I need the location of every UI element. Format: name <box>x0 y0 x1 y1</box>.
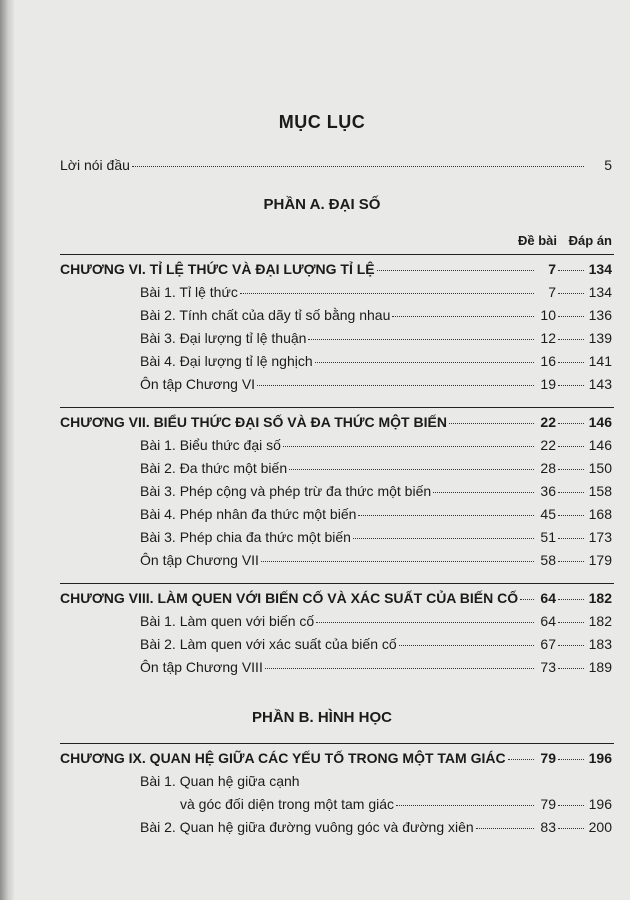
toc-entry-preface[interactable] <box>60 157 612 173</box>
answer-page: 146 <box>588 414 612 430</box>
toc-lesson[interactable] <box>140 636 612 652</box>
toc-lesson[interactable] <box>140 460 612 476</box>
exercise-page: 16 <box>540 353 556 369</box>
toc-lesson[interactable] <box>180 796 612 812</box>
chapter-title: CHƯƠNG IX. QUAN HỆ GIỮA CÁC YẾU TỐ TRONG MỘT TAM GIÁC <box>60 750 506 766</box>
dot-leader <box>315 362 534 363</box>
exercise-page: 51 <box>540 529 556 545</box>
dot-leader <box>316 622 534 623</box>
lesson-title: Ôn tập Chương VIII <box>140 659 263 675</box>
toc-lesson[interactable] <box>140 353 612 369</box>
dot-leader <box>433 492 534 493</box>
toc-lesson[interactable] <box>140 483 612 499</box>
answer-page: 168 <box>588 506 612 522</box>
dot-leader <box>396 805 534 806</box>
exercise-page: 79 <box>540 796 556 812</box>
dot-leader <box>558 423 584 424</box>
dot-leader <box>558 599 584 600</box>
exercise-page: 45 <box>540 506 556 522</box>
answer-column-header: Đáp án <box>568 233 612 248</box>
dot-leader <box>558 515 584 516</box>
answer-page: 141 <box>588 353 612 369</box>
page-title: MỤC LỤC <box>278 112 366 132</box>
chapter-divider <box>60 583 614 584</box>
dot-leader <box>558 805 584 806</box>
dot-leader <box>265 668 534 669</box>
dot-leader <box>558 668 584 669</box>
dot-leader <box>308 339 534 340</box>
answer-page: 173 <box>588 529 612 545</box>
exercise-page: 10 <box>540 307 556 323</box>
dot-leader <box>558 446 584 447</box>
toc-lesson[interactable] <box>140 552 612 568</box>
answer-page: 150 <box>588 460 612 476</box>
dot-leader <box>558 828 584 829</box>
answer-page: 196 <box>588 750 612 766</box>
lesson-title: Bài 2. Làm quen với xác suất của biến cố <box>140 636 397 652</box>
exercise-page: 83 <box>540 819 556 835</box>
lesson-title: Bài 1. Tỉ lệ thức <box>140 284 238 300</box>
lesson-title-line1[interactable]: Bài 1. Quan hệ giữa cạnh <box>140 773 300 789</box>
lesson-title: Bài 2. Quan hệ giữa đường vuông góc và đường xiên <box>140 819 474 835</box>
dot-leader <box>520 599 534 600</box>
toc-lesson[interactable] <box>140 506 612 522</box>
toc-page <box>14 0 630 900</box>
dot-leader <box>283 446 534 447</box>
toc-lesson[interactable] <box>140 613 612 629</box>
dot-leader <box>358 515 534 516</box>
exercise-page: 79 <box>540 750 556 766</box>
answer-page: 134 <box>588 284 612 300</box>
exercise-page: 73 <box>540 659 556 675</box>
lesson-title: Bài 4. Phép nhân đa thức một biến <box>140 506 357 522</box>
dot-leader <box>449 423 534 424</box>
answer-page: 196 <box>588 796 612 812</box>
dot-leader <box>392 316 534 317</box>
chapter-title: CHƯƠNG VIII. LÀM QUEN VỚI BIẾN CỐ VÀ XÁC SUẤT CỦA BIẾN CỐ <box>60 590 519 606</box>
exercise-page: 7 <box>548 284 556 300</box>
answer-page: 139 <box>588 330 612 346</box>
exercise-page: 7 <box>548 261 556 277</box>
answer-page: 136 <box>588 307 612 323</box>
dot-leader <box>558 538 584 539</box>
lesson-title: Bài 1. Biểu thức đại số <box>140 437 281 453</box>
lesson-title: Ôn tập Chương VI <box>140 376 256 392</box>
exercise-page: 67 <box>540 636 556 652</box>
lesson-title: Bài 4. Đại lượng tỉ lệ nghịch <box>140 353 313 369</box>
dot-leader <box>289 469 534 470</box>
toc-chapter-6[interactable] <box>60 261 612 277</box>
toc-chapter-7[interactable] <box>60 414 612 430</box>
dot-leader <box>257 385 534 386</box>
dot-leader <box>558 561 584 562</box>
exercise-page: 19 <box>540 376 556 392</box>
toc-chapter-8[interactable] <box>60 590 612 606</box>
dot-leader <box>558 270 584 271</box>
exercise-page: 64 <box>540 613 556 629</box>
dot-leader <box>261 561 534 562</box>
part-b-heading: PHẦN B. HÌNH HỌC <box>251 709 392 726</box>
answer-page: 182 <box>588 613 612 629</box>
dot-leader <box>508 759 534 760</box>
dot-leader <box>558 759 584 760</box>
lesson-title: Bài 1. Làm quen với biến cố <box>140 613 315 629</box>
dot-leader <box>558 622 584 623</box>
dot-leader <box>558 362 584 363</box>
toc-chapter-9[interactable] <box>60 750 612 766</box>
dot-leader <box>240 293 534 294</box>
lesson-title: Bài 2. Đa thức một biến <box>140 460 288 476</box>
exercise-page: 36 <box>540 483 556 499</box>
answer-page: 200 <box>588 819 612 835</box>
dot-leader <box>476 828 534 829</box>
dot-leader <box>558 645 584 646</box>
answer-page: 182 <box>588 590 612 606</box>
dot-leader <box>399 645 534 646</box>
toc-lesson[interactable] <box>140 659 612 675</box>
exercise-page: 64 <box>540 590 556 606</box>
toc-lesson[interactable] <box>140 284 612 300</box>
answer-page: 143 <box>588 376 612 392</box>
entry-page: 5 <box>604 157 612 173</box>
answer-page: 146 <box>588 437 612 453</box>
chapter-divider <box>60 407 614 408</box>
toc-lesson[interactable] <box>140 437 612 453</box>
dot-leader <box>558 339 584 340</box>
dot-leader <box>558 293 584 294</box>
answer-page: 189 <box>588 659 612 675</box>
dot-leader <box>377 270 534 271</box>
lesson-title: Bài 3. Phép chia đa thức một biến <box>140 529 351 545</box>
answer-page: 158 <box>588 483 612 499</box>
chapter-divider <box>60 743 614 744</box>
column-headers <box>510 233 612 248</box>
toc-lesson[interactable] <box>140 529 612 545</box>
lesson-title: Bài 3. Đại lượng tỉ lệ thuận <box>140 330 307 346</box>
toc-lesson[interactable] <box>140 819 612 835</box>
answer-page: 134 <box>588 261 612 277</box>
entry-label: Lời nói đầu <box>60 157 130 173</box>
exercise-column-header: Đề bài <box>518 233 558 248</box>
lesson-title: Bài 3. Phép cộng và phép trừ đa thức một biến <box>140 483 432 499</box>
lesson-title: Bài 2. Tính chất của dãy tỉ số bằng nhau <box>140 307 391 323</box>
dot-leader <box>558 492 584 493</box>
exercise-page: 22 <box>540 437 556 453</box>
answer-page: 183 <box>588 636 612 652</box>
part-a-heading: PHẦN A. ĐẠI SỐ <box>263 196 381 213</box>
dot-leader <box>132 166 584 167</box>
toc-lesson[interactable] <box>140 330 612 346</box>
dot-leader <box>558 316 584 317</box>
dot-leader <box>558 385 584 386</box>
dot-leader <box>353 538 534 539</box>
lesson-title-line2: và góc đối diện trong một tam giác <box>180 796 395 812</box>
exercise-page: 12 <box>540 330 556 346</box>
answer-page: 179 <box>588 552 612 568</box>
toc-lesson[interactable] <box>140 307 612 323</box>
exercise-page: 58 <box>540 552 556 568</box>
page-binding-edge <box>0 0 14 900</box>
chapter-title: CHƯƠNG VII. BIỂU THỨC ĐẠI SỐ VÀ ĐA THỨC MỘT BIẾN <box>60 414 447 430</box>
dot-leader <box>558 469 584 470</box>
exercise-page: 22 <box>540 414 556 430</box>
exercise-page: 28 <box>540 460 556 476</box>
toc-lesson[interactable] <box>140 376 612 392</box>
chapter-divider <box>60 254 614 255</box>
lesson-title: Ôn tập Chương VII <box>140 552 259 568</box>
chapter-title: CHƯƠNG VI. TỈ LỆ THỨC VÀ ĐẠI LƯỢNG TỈ LỆ <box>60 261 375 277</box>
